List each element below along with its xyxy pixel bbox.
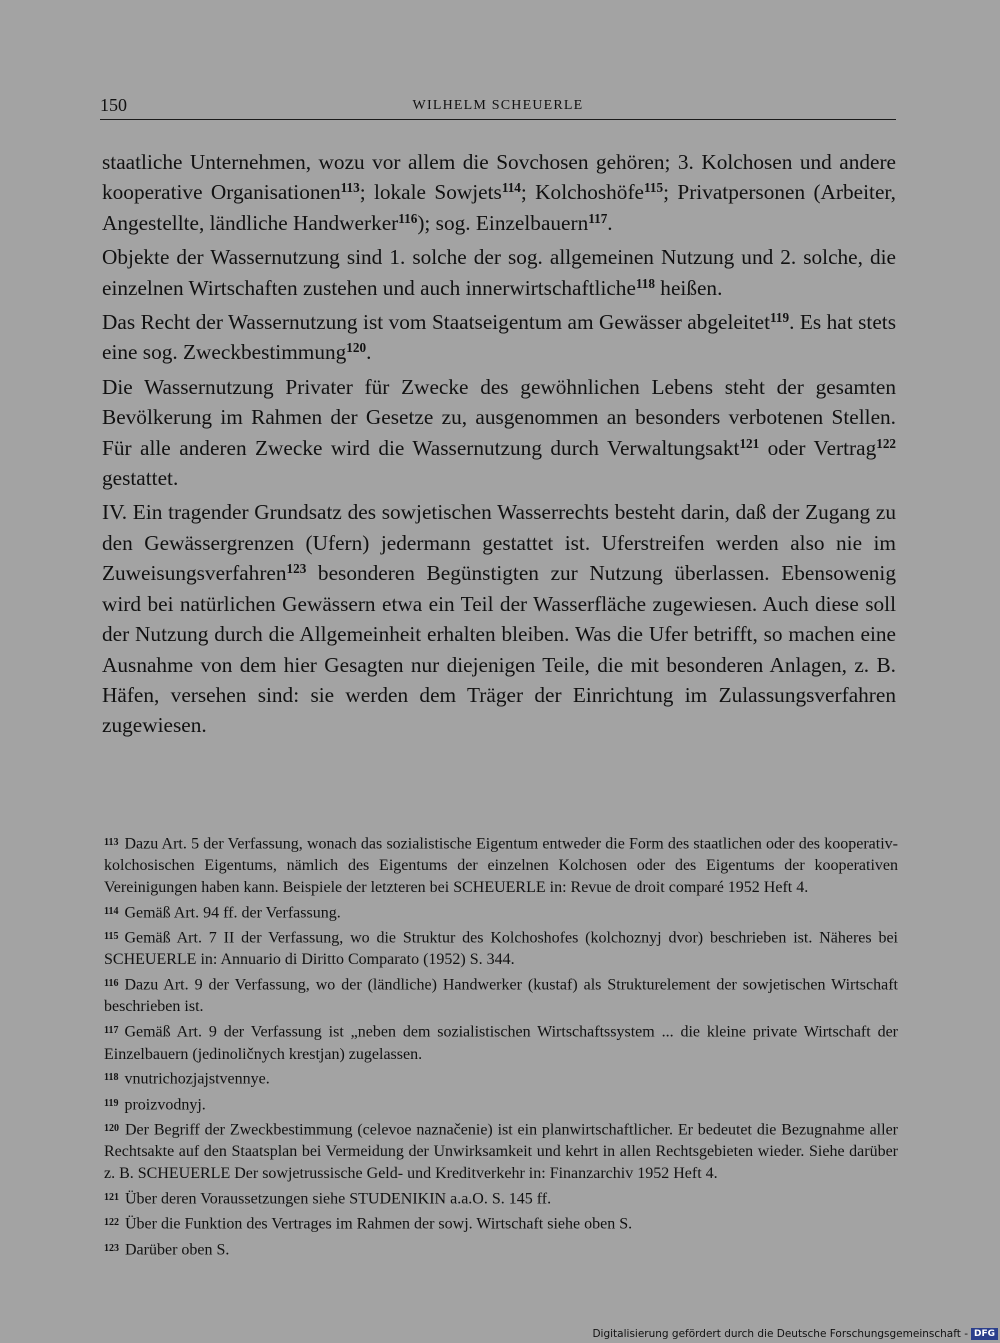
footnote <box>104 1212 898 1235</box>
running-head: WILHELM SCHEUERLE <box>412 98 584 113</box>
digitization-footer <box>592 1327 998 1340</box>
footnote-text: vnutrichozjajstvennye. <box>124 1070 270 1088</box>
footnote <box>104 832 898 899</box>
footnote-text: Dazu Art. 9 der Verfassung, wo der (ländliche) Handwerker (kustaf) als Strukturelement der sowjetischen Wirtschaft beschrieben ist. <box>104 976 898 1016</box>
footnote-ref[interactable]: 115 <box>644 180 664 196</box>
footnote-ref[interactable]: 119 <box>770 309 790 325</box>
paragraph: staatliche Unternehmen, wozu vor allem die Sovchosen gehören; 3. Kolchosen und andere kooperative Organisationen$^{113}$; lokale Sowjets$^{114}$; Kolchoshöfe$^{115}$; Privatpersonen (Arbeiter, Angestellte, ländliche Handwerker$^{116}$); sog. Einzelbauern$^{117}$. <box>102 150 896 235</box>
footnote-number: 116 <box>104 978 119 990</box>
footnote-number: 121 <box>104 1192 119 1204</box>
footnote <box>104 1118 898 1185</box>
footnote <box>104 1067 898 1090</box>
page-number: 150 <box>100 95 127 115</box>
footnote-ref[interactable]: 121 <box>739 435 760 451</box>
footnote <box>104 973 898 1018</box>
footnote-text: Dazu Art. 5 der Verfassung, wonach das sozialistische Eigentum entweder die Form des staatlichen oder des kooperativ-kolchosischen Eigentums, nämlich des Eigentums der einzelnen Kolchosen oder des Eigentums der kooperativen Vereinigungen haben kann. Beispiele der letzteren bei SCHEUERLE in: Revue de droit comparé 1952 Heft 4. <box>104 835 898 896</box>
paragraph: IV. Ein tragender Grundsatz des sowjetischen Wasserrechts besteht darin, daß der Zugang zu den Gewässergrenzen (Ufern) jedermann gestattet ist. Uferstreifen werden also nie im Zuweisungsverfahren$^{123}$ besonderen Begünstigten zur Nutzung überlassen. Ebensowenig wird bei natürlichen Gewässern etwa ein Teil der Wasserfläche zugewiesen. Auch diese soll der Nutzung durch die Allgemeinheit erhalten bleiben. Was die Ufer betrifft, so machen eine Ausnahme von dem hier Gesagten nur diejenigen Teile, die mit besonderen Anlagen, z. B. Häfen, versehen sind: sie werden dem Träger der Einrichtung im Zulassungsverfahren zugewiesen. <box>102 500 896 738</box>
funding-note: Digitalisierung gefördert durch die Deutsche Forschungsgemeinschaft - <box>592 1327 968 1340</box>
footnote-text: proizvodnyj. <box>124 1096 206 1114</box>
footnote <box>104 926 898 971</box>
footnote-ref[interactable]: 122 <box>876 435 897 451</box>
footnote-text: Über deren Voraussetzungen siehe STUDENIKIN a.a.O. S. 145 ff. <box>125 1190 552 1208</box>
footnote-number: 120 <box>104 1123 119 1135</box>
footnote-text: Über die Funktion des Vertrages im Rahmen der sowj. Wirtschaft siehe oben S. <box>125 1215 633 1233</box>
footnote <box>104 901 898 924</box>
footnotes <box>104 832 898 1263</box>
footnote-number: 117 <box>104 1025 119 1037</box>
footnote-ref[interactable]: 113 <box>340 180 360 196</box>
footnote-text: Der Begriff der Zweckbestimmung (celevoe naznačenie) ist ein planwirtschaftlicher. Er bedeutet die Bezugnahme aller Rechtsakte auf den Staatsplan bei Vermeidung der Unwirksamkeit und kehrt in allen Rechtsgebieten wieder. Siehe darüber z. B. SCHEUERLE Der sowjetrussische Geld- und Kreditverkehr in: Finanzarchiv 1952 Heft 4. <box>104 1121 898 1183</box>
footnote <box>104 1093 898 1116</box>
page-header <box>100 95 896 120</box>
footnote-number: 118 <box>104 1072 119 1084</box>
footnote-text: Gemäß Art. 94 ff. der Verfassung. <box>124 904 341 922</box>
main-text <box>102 147 896 745</box>
footnote-ref[interactable]: 116 <box>398 210 418 226</box>
footnote-number: 123 <box>104 1242 119 1254</box>
footnote-ref[interactable]: 120 <box>346 340 367 356</box>
footnote-text: Gemäß Art. 9 der Verfassung ist „neben dem sozialistischen Wirtschaftssystem ... die kleine private Wirtschaft der Einzelbauern (jedinoličnych krestjan) zugelassen. <box>104 1023 898 1063</box>
footnote-number: 114 <box>104 905 119 917</box>
footnote-ref[interactable]: 118 <box>635 275 655 291</box>
paragraph: Die Wassernutzung Privater für Zwecke des gewöhnlichen Lebens steht der gesamten Bevölkerung im Rahmen der Gesetze zu, ausgenommen an besonders verbotenen Stellen. Für alle anderen Zwecke wird die Wassernutzung durch Verwaltungsakt$^{121}$ oder Vertrag$^{122}$ gestattet. <box>102 374 897 491</box>
paragraph: Objekte der Wassernutzung sind 1. solche der sog. allgemeinen Nutzung und 2. solche, die einzelnen Wirtschaften zustehen und auch innerwirtschaftliche$^{118}$ heißen. <box>102 245 896 300</box>
footnote-text: Gemäß Art. 7 II der Verfassung, wo die Struktur des Kolchoshofes (kolchoznyj dvor) beschrieben ist. Näheres bei SCHEUERLE in: Annuario di Diritto Comparato (1952) S. 344. <box>104 929 898 969</box>
footnote-ref[interactable]: 117 <box>588 210 608 226</box>
footnote-ref[interactable]: 123 <box>286 561 307 577</box>
paragraph: Das Recht der Wassernutzung ist vom Staatseigentum am Gewässer abgeleitet$^{119}$. Es hat stets eine sog. Zweckbestimmung$^{120}$. <box>102 309 896 365</box>
footnote <box>104 1020 898 1065</box>
footnote <box>104 1187 898 1210</box>
dfg-logo-icon: DFG <box>971 1328 998 1340</box>
footnote-number: 115 <box>104 931 119 943</box>
footnote-number: 113 <box>104 837 119 848</box>
footnote-number: 119 <box>104 1097 119 1109</box>
footnote-ref[interactable]: 114 <box>501 180 521 196</box>
footnote <box>104 1238 898 1261</box>
footnote-number: 122 <box>104 1217 119 1229</box>
footnote-text: Darüber oben S. <box>125 1241 230 1259</box>
